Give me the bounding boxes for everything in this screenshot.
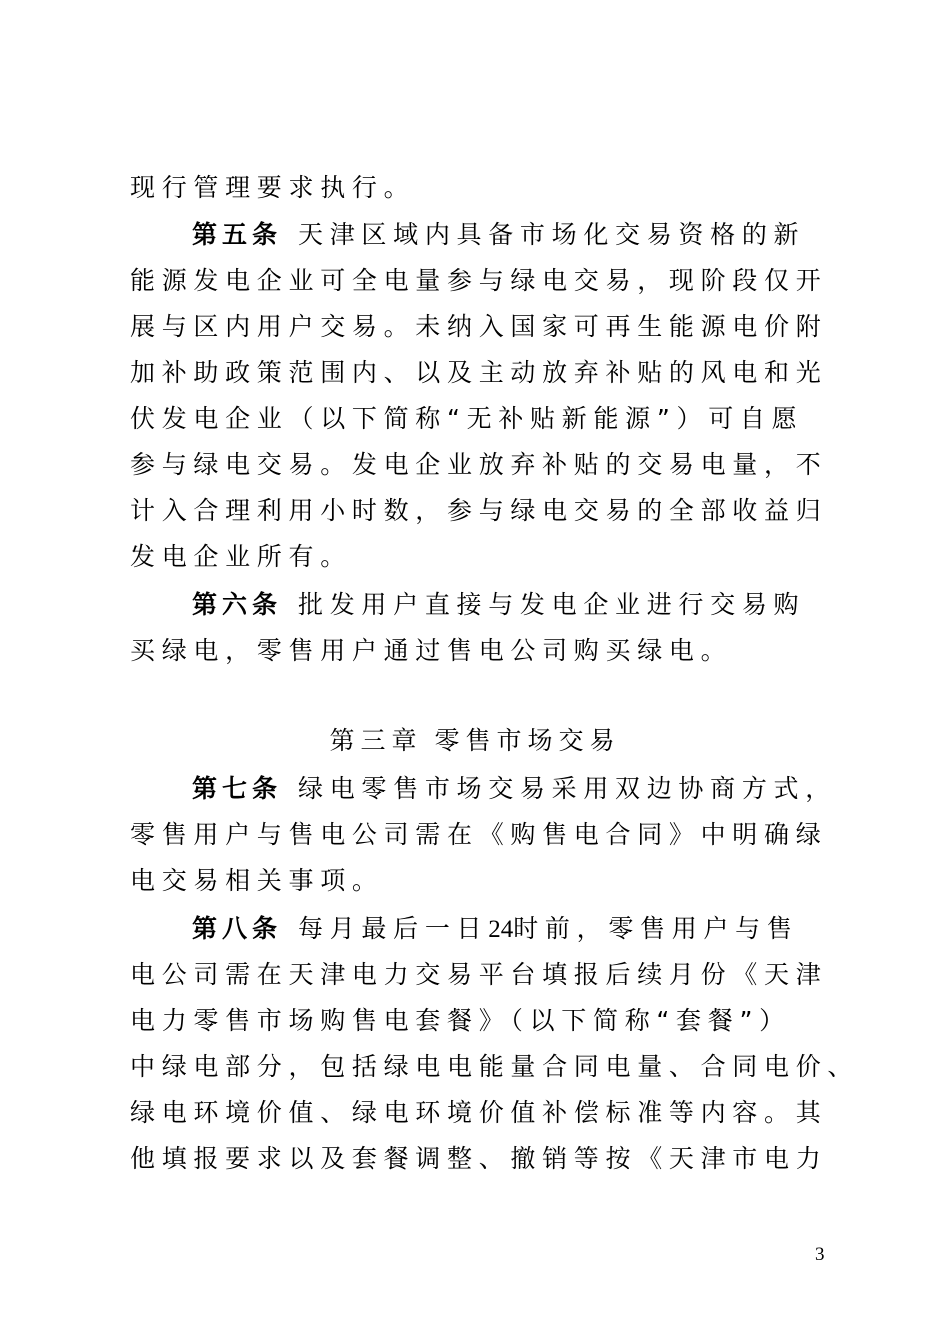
chapter-title: 零售市场交易 [434, 726, 621, 755]
chapter-number: 第三章 [329, 726, 423, 755]
text-line: 批发用户直接与发电企业进行交易购 [298, 590, 806, 619]
text-line: 电交易相关事项。 [130, 866, 384, 895]
text-line: 加补助政策范围内、以及主动放弃补贴的风电和光 [130, 358, 828, 387]
article-5-label: 第五条 [192, 220, 283, 249]
text-line: 每月最后一日 [298, 914, 489, 943]
text-line: 绿电环境价值、绿电环境价值补偿标准等内容。其 [130, 1098, 828, 1127]
article-7-label: 第七条 [192, 774, 283, 803]
text-line: 展与区内用户交易。未纳入国家可再生能源电价附 [130, 312, 828, 341]
page-number: 3 [815, 1244, 825, 1265]
text-line: 电公司需在天津电力交易平台填报后续月份《天津 [130, 960, 828, 989]
chapter-heading [0, 725, 950, 757]
article-6-first-line [192, 589, 852, 621]
text-line: 计入合理利用小时数，参与绿电交易的全部收益归 [130, 496, 828, 525]
text-line: 买绿电，零售用户通过售电公司购买绿电。 [130, 636, 733, 665]
text-line: 他填报要求以及套餐调整、撤销等按《天津市电力 [130, 1144, 828, 1173]
text-line: 中绿电部分，包括绿电电能量合同电量、合同电价、 [130, 1052, 860, 1081]
article-6-label: 第六条 [192, 590, 283, 619]
text-line: 时前，零售用户与售 [513, 914, 799, 943]
text-line: 零售用户与售电公司需在《购售电合同》中明确绿 [130, 820, 828, 849]
text-line: 能源发电企业可全电量参与绿电交易，现阶段仅开 [130, 266, 828, 295]
text-line: 伏发电企业（以下简称“无补贴新能源”）可自愿 [130, 404, 804, 433]
text-line: 电力零售市场购售电套餐》（以下简称“套餐”） [130, 1006, 791, 1035]
text-line: 绿电零售市场交易采用双边协商方式， [298, 774, 837, 803]
text-line: 发电企业所有。 [130, 542, 352, 571]
text-line: 现行管理要求执行。 [130, 173, 416, 202]
deadline-hour: 24 [488, 916, 514, 943]
article-7-first-line [192, 773, 852, 805]
article-8-first-line [192, 913, 852, 946]
text-line: 天津区域内具备市场化交易资格的新 [298, 220, 806, 249]
text-line: 参与绿电交易。发电企业放弃补贴的交易电量，不 [130, 450, 828, 479]
article-5-first-line [192, 219, 852, 251]
article-8-label: 第八条 [192, 914, 283, 943]
